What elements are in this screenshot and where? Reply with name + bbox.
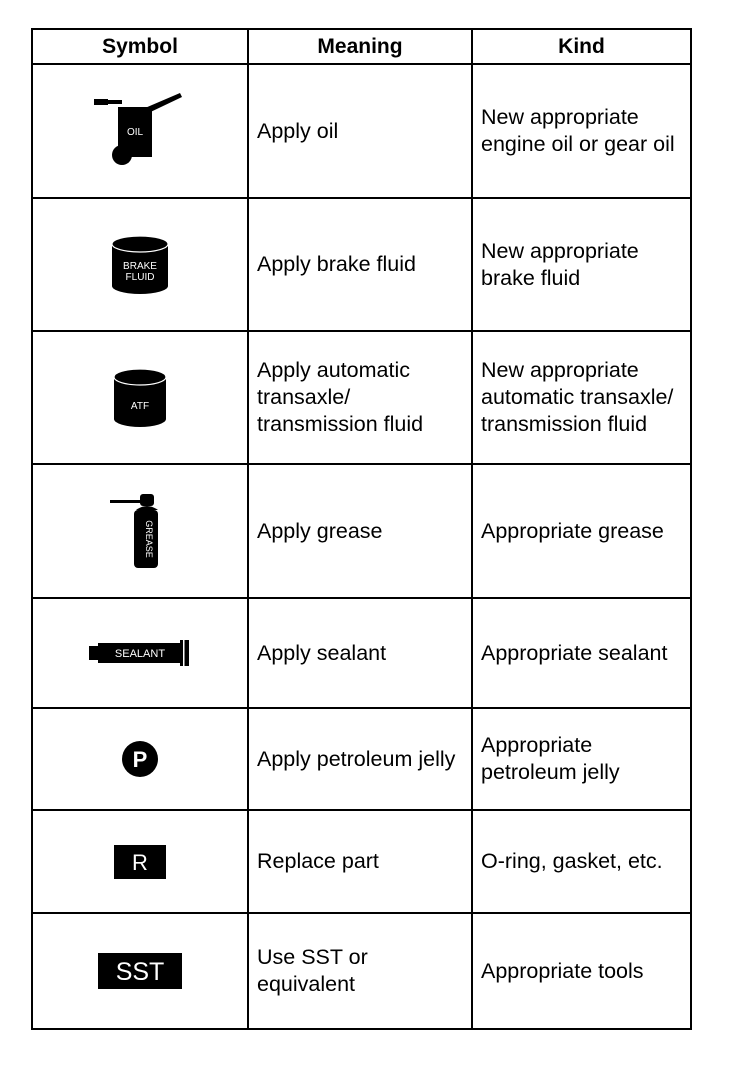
kind-text: Appropriate sealant (481, 640, 668, 665)
table-row (32, 598, 691, 708)
table-row (32, 331, 691, 464)
kind-cell (472, 598, 691, 708)
kind-text: New appropriate engine oil or gear oil (481, 105, 675, 156)
table-row (32, 64, 691, 198)
kind-cell (472, 810, 691, 913)
table-row (32, 198, 691, 331)
meaning-text: Apply grease (257, 518, 383, 543)
header-meaning: Meaning (248, 29, 472, 64)
brake-icon-label-1: BRAKE (123, 260, 157, 272)
atf-icon-label: ATF (130, 400, 150, 412)
meaning-cell (248, 64, 472, 198)
grease-icon-label: GREASE (144, 520, 154, 558)
symbol-cell (32, 464, 248, 598)
atf-can-icon (110, 367, 170, 429)
meaning-cell (248, 598, 472, 708)
kind-text: Appropriate petroleum jelly (481, 733, 620, 784)
oil-icon-label: OIL (126, 127, 144, 138)
kind-text: O-ring, gasket, etc. (481, 849, 663, 873)
sst-icon (98, 953, 182, 989)
kind-cell (472, 913, 691, 1029)
kind-text: New appropriate brake fluid (481, 238, 639, 290)
sealant-tube-icon (89, 638, 191, 668)
kind-cell (472, 64, 691, 198)
kind-text: Appropriate grease (481, 518, 664, 543)
meaning-text: Use SST or equivalent (257, 945, 368, 996)
symbol-cell (32, 598, 248, 708)
meaning-cell (248, 708, 472, 810)
kind-cell (472, 464, 691, 598)
table-row (32, 464, 691, 598)
symbol-cell (32, 331, 248, 464)
header-kind: Kind (472, 29, 691, 64)
meaning-cell (248, 198, 472, 331)
petroleum-icon-label: P (132, 747, 148, 772)
table-row (32, 708, 691, 810)
petroleum-jelly-icon (120, 739, 160, 779)
table-row (32, 810, 691, 913)
meaning-text: Apply automatic transaxle/ transmission fluid (257, 358, 424, 436)
brake-fluid-can-icon (108, 234, 172, 296)
meaning-cell (248, 810, 472, 913)
meaning-cell (248, 464, 472, 598)
header-row (32, 29, 691, 64)
table-row (32, 913, 691, 1029)
symbols-table (31, 28, 692, 1030)
kind-text: New appropriate automatic transaxle/ transmission fluid (481, 358, 674, 436)
grease-spray-can-icon (110, 488, 170, 574)
meaning-text: Apply petroleum jelly (257, 746, 456, 771)
kind-cell (472, 198, 691, 331)
symbol-cell (32, 64, 248, 198)
meaning-cell (248, 331, 472, 464)
symbol-cell (32, 708, 248, 810)
sealant-icon-label: SEALANT (114, 648, 166, 660)
meaning-text: Replace part (257, 849, 379, 873)
meaning-text: Apply oil (257, 118, 339, 143)
symbol-cell (32, 198, 248, 331)
symbol-cell (32, 913, 248, 1029)
meaning-text: Apply sealant (257, 640, 387, 665)
header-symbol: Symbol (32, 29, 248, 64)
kind-cell (472, 331, 691, 464)
sst-icon-label: SST (115, 958, 165, 986)
brake-icon-label-2: FLUID (125, 271, 155, 283)
meaning-cell (248, 913, 472, 1029)
kind-text: Appropriate tools (481, 958, 644, 983)
meaning-text: Apply brake fluid (257, 252, 416, 276)
symbol-cell (32, 810, 248, 913)
replace-part-icon (114, 845, 166, 879)
oil-can-icon (90, 91, 190, 171)
replace-icon-label: R (132, 849, 148, 875)
kind-cell (472, 708, 691, 810)
